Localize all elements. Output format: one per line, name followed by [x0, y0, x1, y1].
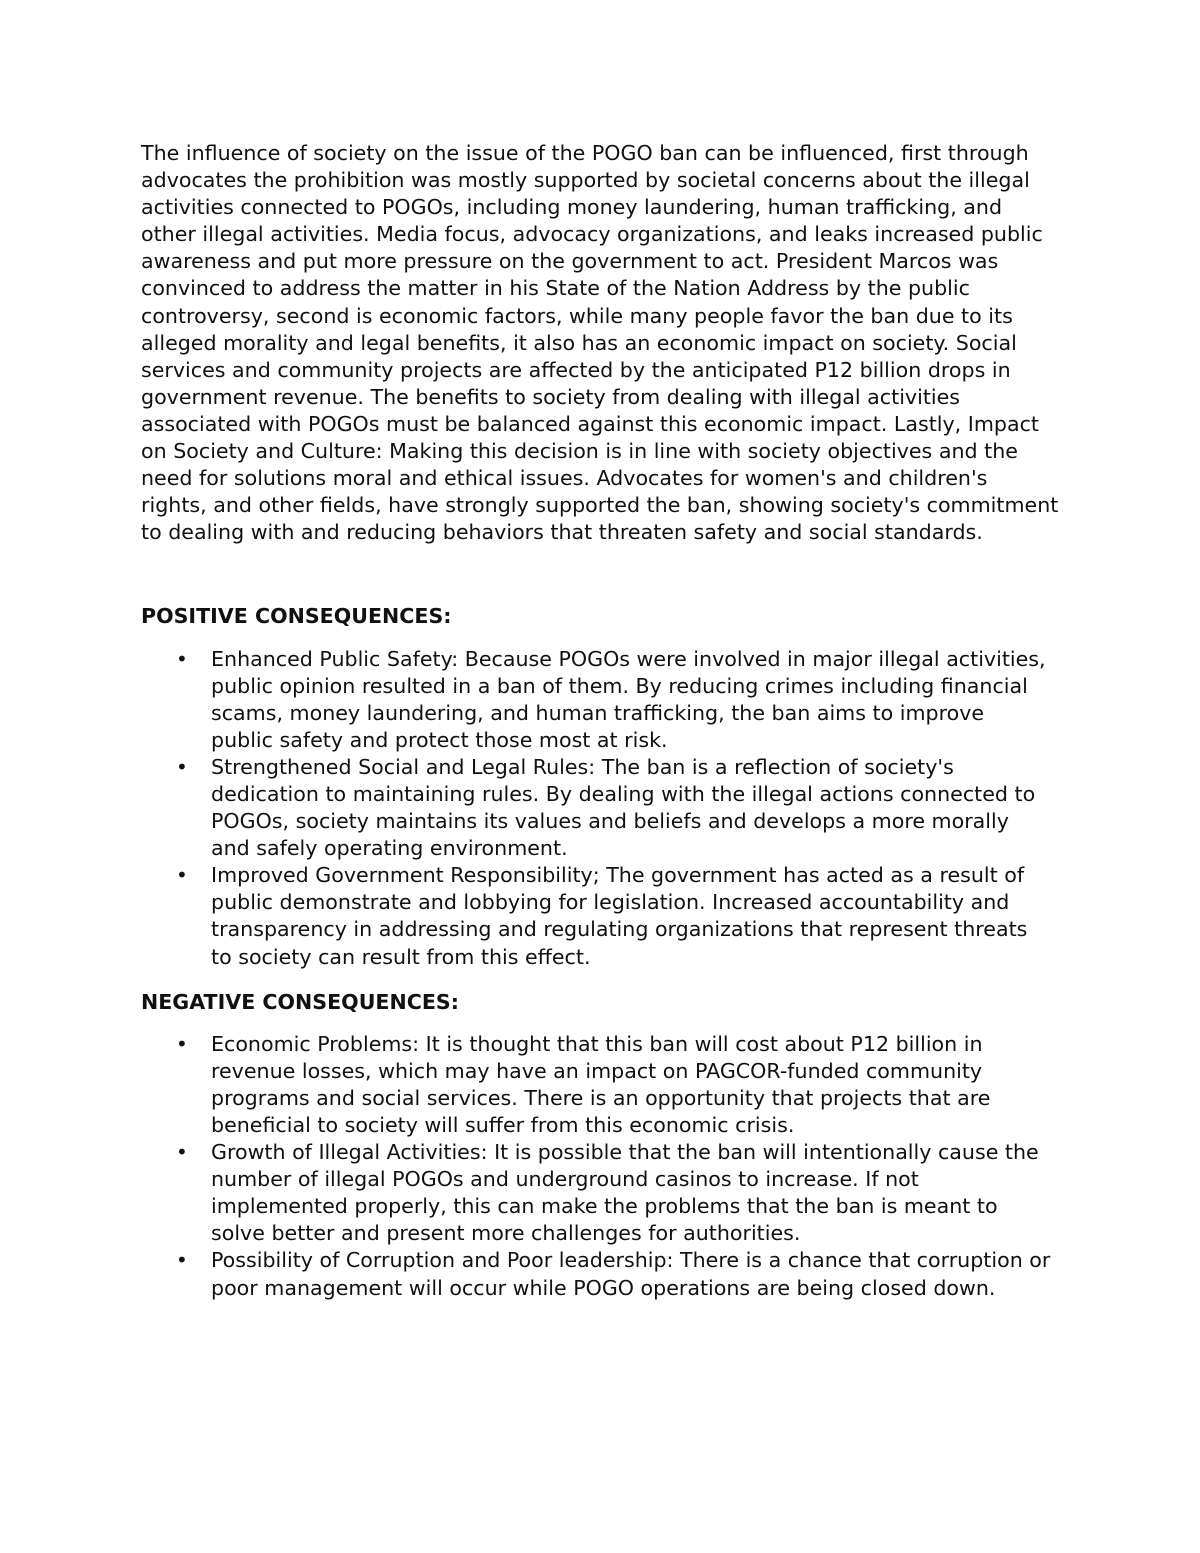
document-page — [141, 140, 1059, 1302]
negative-consequences-list — [141, 1031, 1059, 1302]
bullet-icon: • — [176, 1248, 188, 1273]
list-item — [141, 1031, 1051, 1139]
list-item — [141, 862, 1051, 970]
list-item — [141, 1139, 1051, 1247]
list-item — [141, 646, 1051, 754]
bullet-icon: • — [176, 1140, 188, 1165]
list-item-text: Strengthened Social and Legal Rules: The ban is a reflection of society's dedication to maintaining rules. By dealing with the illegal actions connected to POGOs, society maintains its values and beliefs and develops a more morally and safely operating environment. — [211, 754, 1036, 861]
list-item — [141, 754, 1051, 862]
list-item-text: Economic Problems: It is thought that this ban will cost about P12 billion in revenue losses, which may have an impact on PAGCOR-funded community programs and social services. There is an opportunity that projects that are beneficial to society will suffer from this economic crisis. — [211, 1031, 991, 1137]
bullet-icon: • — [176, 754, 188, 779]
list-item-text: Growth of Illegal Activities: It is possible that the ban will intentionally cause the number of illegal POGOs and underground casinos to increase. If not implemented properly, this can make the problems that the ban is meant to solve better and present more challenges for authorities. — [211, 1140, 1039, 1246]
list-item-text: Possibility of Corruption and Poor leadership: There is a chance that corruption or poor management will occur while POGO operations are being closed down. — [211, 1248, 1051, 1300]
intro-paragraph: The influence of society on the issue of the POGO ban can be influenced, first through advocates the prohibition was mostly supported by societal concerns about the illegal activities connected to POGOs, including money laundering, human trafficking, and other illegal activities. Media focus, advocacy organizations, and leaks increased public awareness and put more pressure on the government to act. President Marcos was convinced to address the matter in his State of the Nation Address by the public controversy, second is economic factors, while many people favor the ban due to its alleged morality and legal benefits, it also has an economic impact on society. Social services and community projects are affected by the anticipated P12 billion drops in government revenue. The benefits to society from dealing with illegal activities associated with POGOs must be balanced against this economic impact. Lastly, Impact on Society and Culture: Making this decision is in line with society objectives and the need for solutions moral and ethical issues. Advocates for women's and children's rights, and other fields, have strongly supported the ban, showing society's commitment to dealing with and reducing behaviors that threaten safety and social standards. — [141, 141, 1059, 545]
negative-consequences-heading: NEGATIVE CONSEQUENCES: — [141, 989, 459, 1014]
bullet-icon: • — [176, 1031, 188, 1056]
bullet-icon: • — [176, 646, 188, 671]
list-item-text: Enhanced Public Safety: Because POGOs were involved in major illegal activities, public opinion resulted in a ban of them. By reducing crimes including financial scams, money laundering, and human trafficking, the ban aims to improve public safety and protect those most at risk. — [211, 646, 1046, 752]
positive-consequences-heading: POSITIVE CONSEQUENCES: — [141, 604, 452, 629]
bullet-icon: • — [176, 863, 188, 888]
positive-consequences-list — [141, 646, 1059, 971]
list-item-text: Improved Government Responsibility; The government has acted as a result of public demonstrate and lobbying for legislation. Increased accountability and transparency in addressing and regulating organizations that represent threats to society can result from this effect. — [211, 863, 1028, 969]
list-item — [141, 1247, 1051, 1301]
